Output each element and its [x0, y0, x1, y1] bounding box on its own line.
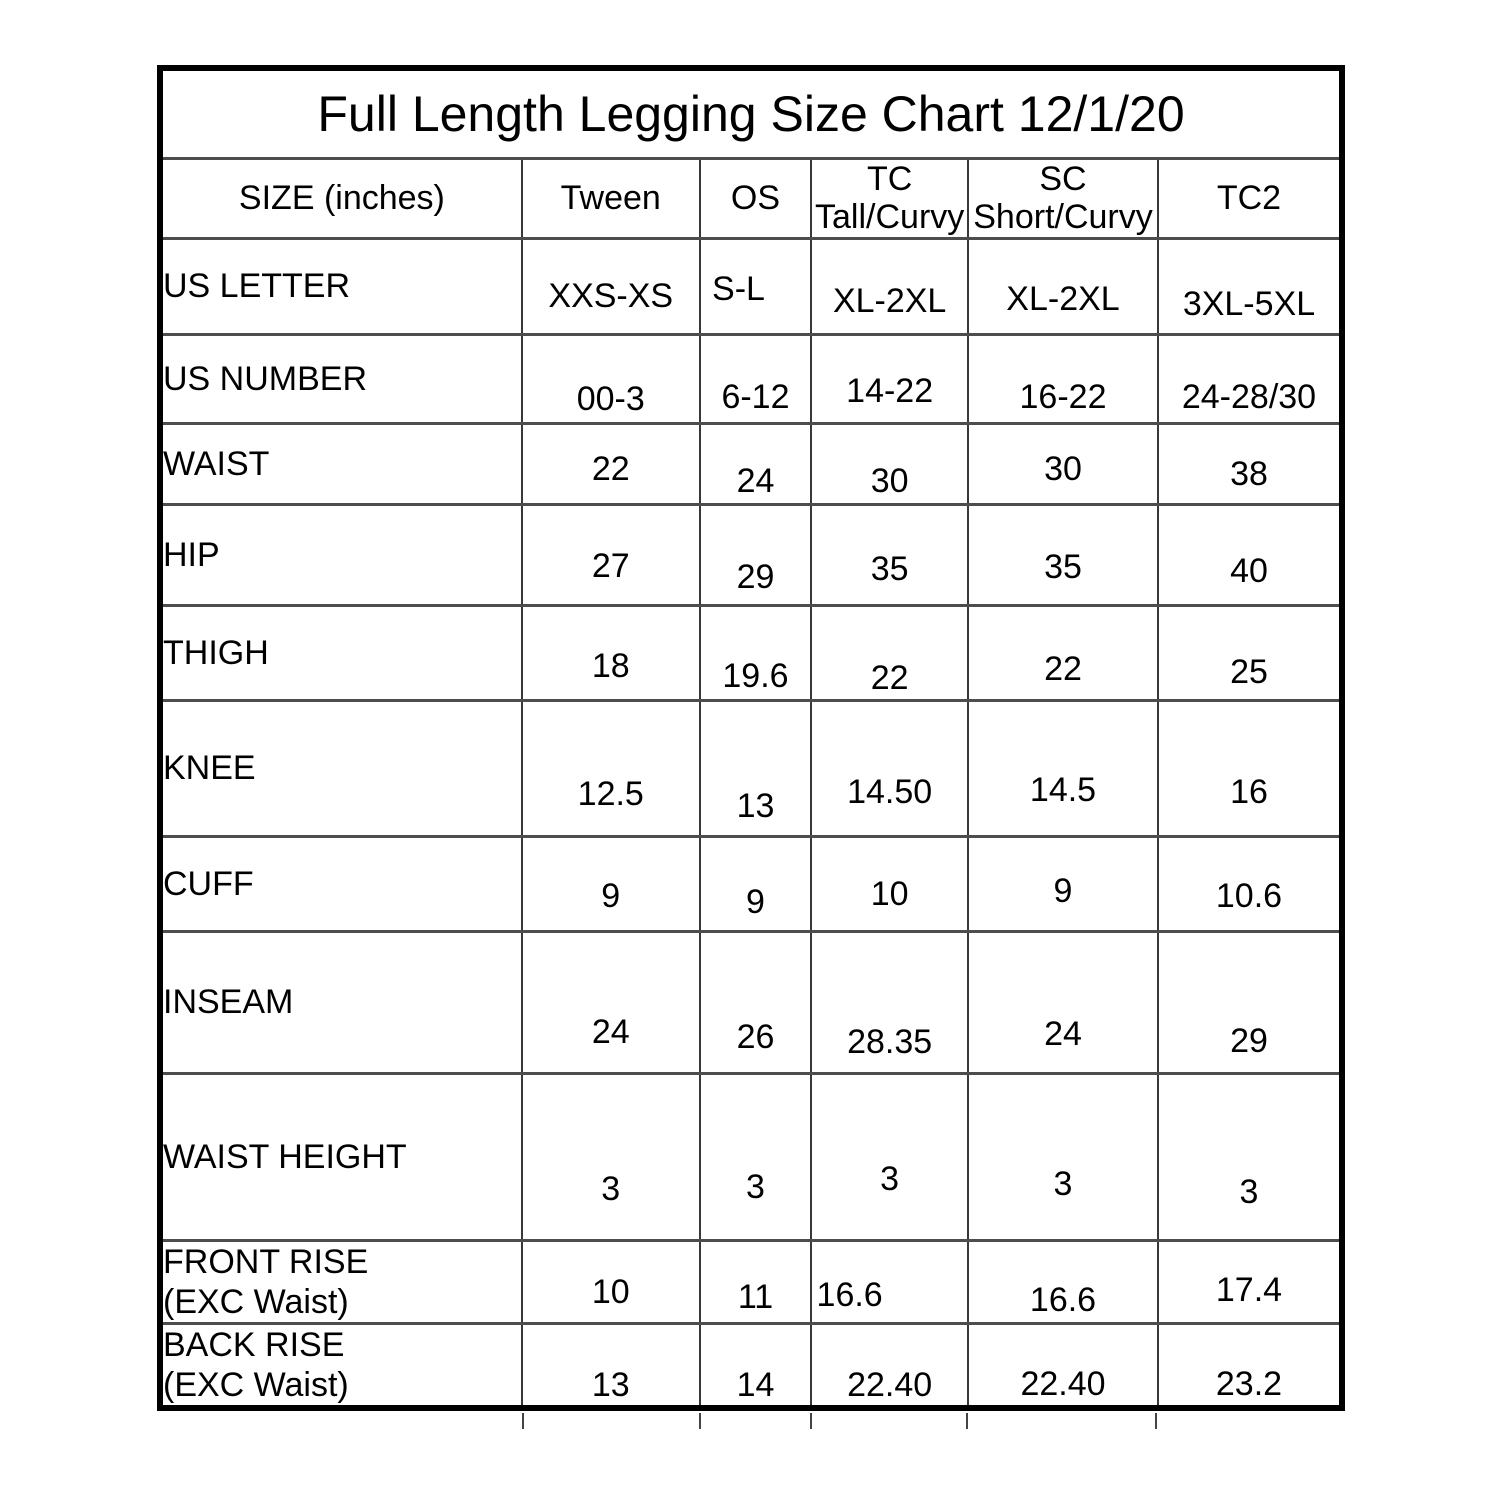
- size-value: 22.40: [847, 1366, 933, 1404]
- row-label-text: THIGH: [163, 633, 269, 672]
- size-value: 9: [746, 882, 765, 921]
- size-value-cell: [1158, 700, 1342, 836]
- column-header: [1158, 158, 1342, 238]
- size-value: 30: [1044, 449, 1082, 488]
- row-label: [160, 1240, 522, 1323]
- table-row: [160, 836, 1342, 931]
- size-value: 28.35: [847, 1022, 933, 1061]
- size-value-cell: [968, 1323, 1158, 1408]
- size-value: 22: [870, 658, 909, 697]
- size-value: 30: [870, 461, 909, 500]
- size-value: 13: [736, 786, 775, 825]
- size-value-cell: [811, 700, 968, 836]
- size-value: 22.40: [1020, 1365, 1106, 1403]
- size-value-cell: [968, 931, 1158, 1073]
- size-value: XL-2XL: [832, 281, 947, 320]
- row-label-text: INSEAM: [163, 983, 294, 1021]
- row-label: [160, 700, 522, 836]
- table-row: [160, 931, 1342, 1073]
- size-value-cell: [1158, 334, 1342, 423]
- size-value-cell: [811, 238, 968, 334]
- row-label: [160, 334, 522, 423]
- column-line-stub: [699, 1413, 701, 1429]
- size-value-cell: [522, 931, 700, 1073]
- row-label-text: US NUMBER: [163, 359, 368, 398]
- size-value-cell: [522, 700, 700, 836]
- size-value-cell: [522, 1240, 700, 1323]
- column-header-label: SC: [1039, 160, 1087, 198]
- size-value: 6-12: [721, 377, 790, 416]
- size-value-cell: [968, 836, 1158, 931]
- row-label-text: BACK RISE: [163, 1325, 345, 1364]
- size-value-cell: [522, 504, 700, 605]
- row-label: [160, 504, 522, 605]
- row-label-text: WAIST HEIGHT: [163, 1137, 407, 1176]
- column-header-label: OS: [730, 179, 781, 217]
- row-label-text: CUFF: [163, 864, 254, 903]
- size-value: 11: [737, 1277, 774, 1316]
- column-header: [522, 158, 700, 238]
- size-value: 19.6: [722, 656, 789, 695]
- size-value-cell: [1158, 1323, 1342, 1408]
- size-value: 14: [736, 1366, 775, 1404]
- header-row: [160, 158, 1342, 238]
- size-value: 25: [1230, 652, 1268, 691]
- column-header: [968, 158, 1158, 238]
- size-value: 24-28/30: [1181, 377, 1317, 416]
- size-value: S-L: [712, 269, 765, 308]
- row-label: [160, 836, 522, 931]
- size-value: 10: [591, 1272, 630, 1311]
- table-row: [160, 605, 1342, 700]
- size-value: 17.4: [1215, 1270, 1283, 1309]
- column-header-sublabel: Tall/Curvy: [815, 198, 965, 236]
- size-value-cell: [968, 238, 1158, 334]
- size-value: 24: [1044, 1014, 1082, 1053]
- size-value-cell: [1158, 1240, 1342, 1323]
- size-value: 35: [870, 549, 909, 588]
- size-value: 22: [1044, 649, 1082, 688]
- size-value-cell: [700, 1073, 812, 1240]
- size-value-cell: [811, 1323, 968, 1408]
- size-value-cell: [968, 334, 1158, 423]
- size-value-cell: [811, 605, 968, 700]
- size-value: 29: [736, 557, 775, 596]
- size-value: 3XL-5XL: [1182, 284, 1316, 323]
- size-value: 40: [1230, 551, 1268, 590]
- size-value-cell: [522, 1073, 700, 1240]
- column-header-label: TC2: [1216, 179, 1282, 217]
- size-value-cell: [1158, 504, 1342, 605]
- size-value: 35: [1044, 547, 1082, 586]
- row-label-text: WAIST: [163, 444, 270, 483]
- size-value: 9: [601, 876, 621, 915]
- table-row: [160, 1073, 1342, 1240]
- size-value: 3: [746, 1167, 765, 1206]
- size-value: 23.2: [1215, 1365, 1283, 1403]
- size-value: 16: [1230, 772, 1268, 811]
- size-value-cell: [1158, 423, 1342, 504]
- size-chart-table: [157, 65, 1345, 1411]
- size-value-cell: [522, 1323, 700, 1408]
- size-value-cell: [522, 423, 700, 504]
- table-row: [160, 700, 1342, 836]
- size-value: 26: [736, 1017, 775, 1056]
- size-value-cell: [811, 836, 968, 931]
- column-header-label: TC: [866, 160, 913, 198]
- size-value-cell: [811, 1073, 968, 1240]
- size-value: 3: [601, 1169, 621, 1208]
- size-value: 16.6: [816, 1275, 883, 1314]
- size-value-cell: [968, 504, 1158, 605]
- row-label-text: US LETTER: [163, 267, 351, 305]
- size-value: 10: [870, 874, 909, 913]
- size-value: XXS-XS: [548, 276, 674, 315]
- size-value: 18: [591, 646, 630, 685]
- size-value-cell: [522, 605, 700, 700]
- size-value-cell: [811, 504, 968, 605]
- column-header-label: Tween: [560, 179, 661, 217]
- size-value-cell: [968, 1073, 1158, 1240]
- table-row: [160, 1240, 1342, 1323]
- size-value-cell: [700, 700, 812, 836]
- size-value: XL-2XL: [1006, 279, 1120, 318]
- column-line-stub: [966, 1413, 968, 1429]
- size-value: 9: [1053, 871, 1073, 910]
- row-label: [160, 1323, 522, 1408]
- size-value: 38: [1230, 454, 1268, 493]
- size-value: 24: [591, 1012, 630, 1051]
- size-value-cell: [700, 836, 812, 931]
- size-value: 16-22: [1019, 377, 1107, 416]
- column-line-stub: [522, 1413, 524, 1429]
- size-value-cell: [968, 423, 1158, 504]
- size-value: 22: [591, 449, 630, 488]
- size-value-cell: [700, 931, 812, 1073]
- size-value-cell: [1158, 605, 1342, 700]
- size-value-cell: [1158, 1073, 1342, 1240]
- row-label-subtext: (EXC Waist): [163, 1282, 349, 1321]
- row-label: [160, 1073, 522, 1240]
- size-value-cell: [700, 504, 812, 605]
- size-value: 00-3: [576, 379, 645, 418]
- column-header: [700, 158, 812, 238]
- size-value-cell: [700, 423, 812, 504]
- size-value-cell: [968, 700, 1158, 836]
- column-header: [160, 158, 522, 238]
- size-value-cell: [700, 605, 812, 700]
- row-label-text: HIP: [163, 535, 220, 574]
- table-row: [160, 423, 1342, 504]
- row-label-subtext: (EXC Waist): [163, 1365, 349, 1404]
- row-label: [160, 423, 522, 504]
- size-value: 14.5: [1029, 770, 1097, 809]
- size-value: 3: [880, 1159, 900, 1198]
- size-value-cell: [700, 334, 812, 423]
- table-row: [160, 1323, 1342, 1408]
- title-row: [160, 68, 1342, 158]
- size-value-cell: [811, 423, 968, 504]
- size-value-cell: [811, 931, 968, 1073]
- table-row: [160, 238, 1342, 334]
- size-value-cell: [968, 605, 1158, 700]
- size-value-cell: [968, 1240, 1158, 1323]
- size-value-cell: [811, 1240, 968, 1323]
- chart-title: Full Length Legging Size Chart 12/1/20: [160, 68, 1342, 158]
- size-value: 14-22: [846, 371, 934, 410]
- row-label-text: FRONT RISE: [163, 1242, 369, 1281]
- table-row: [160, 504, 1342, 605]
- table-row: [160, 334, 1342, 423]
- size-value-cell: [1158, 238, 1342, 334]
- row-label: [160, 238, 522, 334]
- row-label-text: KNEE: [163, 749, 256, 787]
- size-value: 29: [1230, 1021, 1268, 1060]
- size-value-cell: [700, 1323, 812, 1408]
- size-value-cell: [522, 334, 700, 423]
- size-value-cell: [700, 1240, 812, 1323]
- size-value: 13: [591, 1366, 630, 1404]
- size-value-cell: [522, 836, 700, 931]
- column-line-stub: [1155, 1413, 1157, 1429]
- size-value-cell: [700, 238, 812, 334]
- size-value: 3: [1053, 1164, 1073, 1203]
- size-value: 12.5: [577, 774, 644, 813]
- column-line-stub: [810, 1413, 812, 1429]
- size-value-cell: [522, 238, 700, 334]
- size-value: 14.50: [847, 772, 933, 811]
- size-value-cell: [1158, 931, 1342, 1073]
- size-value: 27: [591, 546, 630, 585]
- column-header-sublabel: Short/Curvy: [973, 198, 1153, 236]
- column-header: [811, 158, 968, 238]
- size-value: 24: [736, 461, 775, 500]
- size-value-cell: [811, 334, 968, 423]
- row-label: [160, 605, 522, 700]
- size-value: 16.6: [1029, 1280, 1097, 1319]
- row-label: [160, 931, 522, 1073]
- size-value: 10.6: [1215, 876, 1283, 915]
- size-value-cell: [1158, 836, 1342, 931]
- size-value: 3: [1239, 1172, 1259, 1211]
- column-header-label: SIZE (inches): [238, 179, 445, 217]
